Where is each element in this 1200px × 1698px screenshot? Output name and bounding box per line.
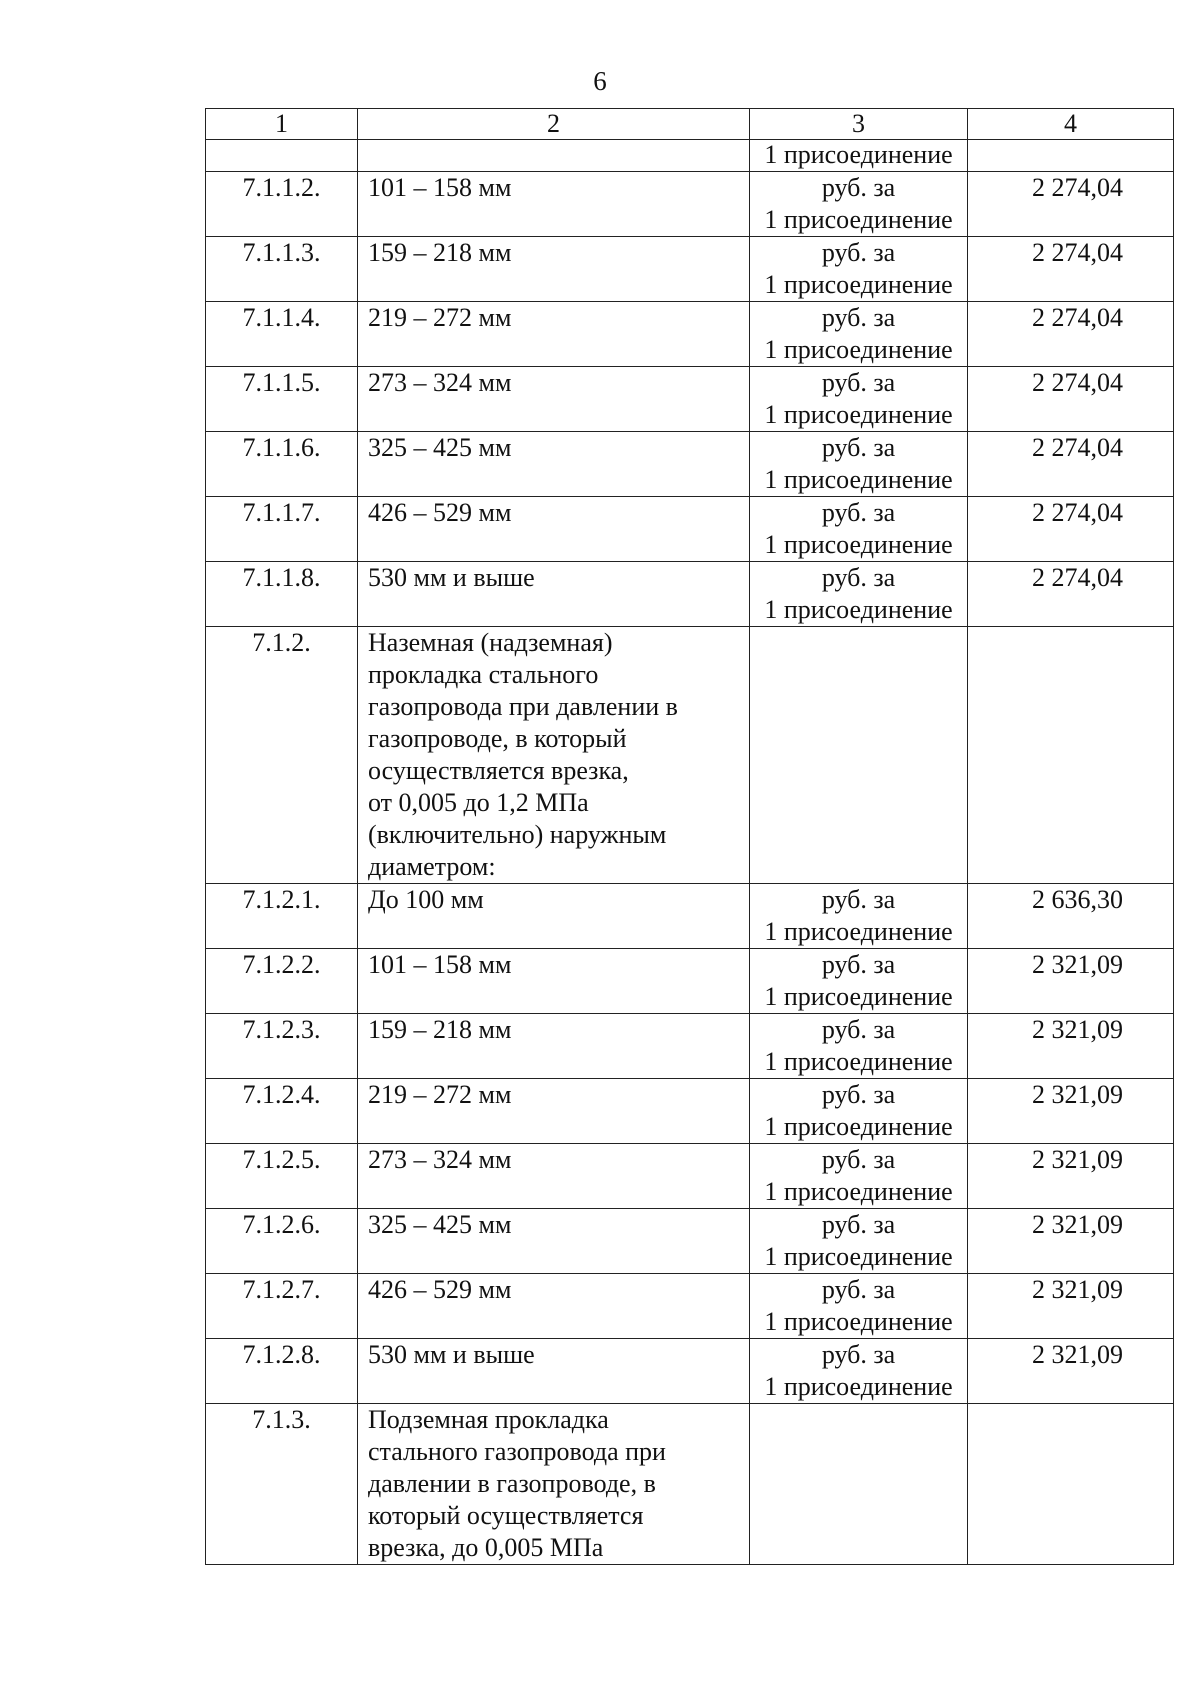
- table-row: [206, 1339, 1174, 1404]
- header-col-1: 1: [206, 109, 358, 140]
- description-line: давлении в газопроводе, в: [368, 1469, 656, 1498]
- unit-line: 1 присоединение: [764, 205, 953, 234]
- carryover-num-cell: [206, 140, 358, 172]
- description-line: 273 – 324 мм: [368, 368, 512, 397]
- unit-line: руб. за: [821, 368, 896, 397]
- description-line: врезка, до 0,005 МПа: [368, 1533, 604, 1562]
- unit-line: 1 присоединение: [764, 400, 953, 429]
- item-unit: [750, 1274, 968, 1339]
- table-row: [206, 627, 1174, 884]
- description-line: 219 – 272 мм: [368, 1080, 512, 1109]
- item-unit: [750, 497, 968, 562]
- item-unit: [750, 302, 968, 367]
- item-price: 2 274,04: [968, 497, 1174, 562]
- item-price: 2 274,04: [968, 172, 1174, 237]
- header-col-2: 2: [358, 109, 750, 140]
- table-row: [206, 497, 1174, 562]
- unit-line: руб. за: [821, 1340, 896, 1369]
- header-col-3: 3: [750, 109, 968, 140]
- item-unit: [750, 1079, 968, 1144]
- description-line: стального газопровода при: [368, 1437, 666, 1466]
- item-price: 2 321,09: [968, 1274, 1174, 1339]
- unit-line: руб. за: [821, 1275, 896, 1304]
- description-line: от 0,005 до 1,2 МПа: [368, 788, 589, 817]
- description-line: 101 – 158 мм: [368, 950, 512, 979]
- unit-line: 1 присоединение: [764, 1047, 953, 1076]
- item-price: [968, 1404, 1174, 1565]
- item-price: [968, 627, 1174, 884]
- carryover-price-cell: [968, 140, 1174, 172]
- page-number: 6: [593, 66, 607, 96]
- unit-line: 1 присоединение: [764, 1242, 953, 1271]
- unit-line: 1 присоединение: [764, 982, 953, 1011]
- item-price: 2 274,04: [968, 237, 1174, 302]
- item-price: 2 321,09: [968, 1339, 1174, 1404]
- description-line: Подземная прокладка: [368, 1405, 609, 1434]
- item-unit: [750, 949, 968, 1014]
- carryover-row: [206, 140, 1174, 172]
- description-line: газопровода при давлении в: [368, 692, 678, 721]
- item-description: [358, 1274, 750, 1339]
- unit-line: 1 присоединение: [764, 530, 953, 559]
- item-price: 2 274,04: [968, 367, 1174, 432]
- table-row: [206, 884, 1174, 949]
- item-number: 7.1.1.5.: [206, 367, 358, 432]
- unit-line: 1 присоединение: [764, 335, 953, 364]
- item-number: 7.1.1.7.: [206, 497, 358, 562]
- item-description: [358, 1339, 750, 1404]
- item-unit: [750, 1209, 968, 1274]
- table-row: [206, 562, 1174, 627]
- item-price: 2 274,04: [968, 562, 1174, 627]
- unit-line: руб. за: [821, 1080, 896, 1109]
- header-col-4: 4: [968, 109, 1174, 140]
- item-number: 7.1.2.5.: [206, 1144, 358, 1209]
- tariff-table: [205, 108, 1174, 1565]
- unit-line: руб. за: [821, 173, 896, 202]
- table-row: [206, 302, 1174, 367]
- item-price: 2 636,30: [968, 884, 1174, 949]
- item-price: 2 274,04: [968, 432, 1174, 497]
- table-row: [206, 949, 1174, 1014]
- table-row: [206, 1274, 1174, 1339]
- carryover-unit-cell: 1 присоединение: [750, 140, 968, 172]
- unit-line: 1 присоединение: [764, 1372, 953, 1401]
- item-description: [358, 627, 750, 884]
- unit-line: 1 присоединение: [764, 1112, 953, 1141]
- item-description: [358, 497, 750, 562]
- item-price: 2 321,09: [968, 1144, 1174, 1209]
- table-row: [206, 1404, 1174, 1565]
- description-line: 219 – 272 мм: [368, 303, 512, 332]
- item-number: 7.1.1.3.: [206, 237, 358, 302]
- description-line: 325 – 425 мм: [368, 433, 512, 462]
- description-line: газопроводе, в который: [368, 724, 627, 753]
- item-description: [358, 432, 750, 497]
- description-line: Наземная (надземная): [368, 628, 613, 657]
- item-unit: [750, 237, 968, 302]
- unit-line: 1 присоединение: [764, 1307, 953, 1336]
- unit-line: 1 присоединение: [764, 917, 953, 946]
- item-unit: [750, 627, 968, 884]
- item-number: 7.1.2.6.: [206, 1209, 358, 1274]
- item-number: 7.1.3.: [206, 1404, 358, 1565]
- item-number: 7.1.2.2.: [206, 949, 358, 1014]
- item-description: [358, 1079, 750, 1144]
- item-unit: [750, 562, 968, 627]
- unit-line: руб. за: [821, 563, 896, 592]
- item-price: 2 274,04: [968, 302, 1174, 367]
- description-line: До 100 мм: [368, 885, 484, 914]
- carryover-desc-cell: [358, 140, 750, 172]
- description-line: 530 мм и выше: [368, 563, 535, 592]
- item-unit: [750, 172, 968, 237]
- item-description: [358, 302, 750, 367]
- description-line: 530 мм и выше: [368, 1340, 535, 1369]
- description-line: прокладка стального: [368, 660, 599, 689]
- unit-line: 1 присоединение: [764, 1177, 953, 1206]
- description-line: 101 – 158 мм: [368, 173, 512, 202]
- item-number: 7.1.2.7.: [206, 1274, 358, 1339]
- unit-line: руб. за: [821, 1210, 896, 1239]
- item-number: 7.1.2.4.: [206, 1079, 358, 1144]
- item-description: [358, 172, 750, 237]
- unit-line: руб. за: [821, 885, 896, 914]
- item-description: [358, 1144, 750, 1209]
- item-number: 7.1.2.8.: [206, 1339, 358, 1404]
- item-number: 7.1.1.2.: [206, 172, 358, 237]
- unit-line: руб. за: [821, 498, 896, 527]
- item-number: 7.1.2.: [206, 627, 358, 884]
- item-description: [358, 367, 750, 432]
- unit-line: 1 присоединение: [764, 465, 953, 494]
- item-description: [358, 562, 750, 627]
- unit-line: руб. за: [821, 238, 896, 267]
- item-unit: [750, 432, 968, 497]
- description-line: 273 – 324 мм: [368, 1145, 512, 1174]
- unit-line: руб. за: [821, 303, 896, 332]
- item-number: 7.1.1.4.: [206, 302, 358, 367]
- item-unit: [750, 884, 968, 949]
- item-price: 2 321,09: [968, 1014, 1174, 1079]
- unit-line: руб. за: [821, 1015, 896, 1044]
- item-number: 7.1.2.1.: [206, 884, 358, 949]
- table-row: [206, 172, 1174, 237]
- description-line: 159 – 218 мм: [368, 1015, 512, 1044]
- item-price: 2 321,09: [968, 949, 1174, 1014]
- item-price: 2 321,09: [968, 1079, 1174, 1144]
- item-description: [358, 1014, 750, 1079]
- item-unit: [750, 1339, 968, 1404]
- description-line: 426 – 529 мм: [368, 1275, 512, 1304]
- item-unit: [750, 367, 968, 432]
- table-header-row: [206, 109, 1174, 140]
- unit-line: руб. за: [821, 950, 896, 979]
- item-number: 7.1.2.3.: [206, 1014, 358, 1079]
- table-row: [206, 1014, 1174, 1079]
- unit-line: руб. за: [821, 1145, 896, 1174]
- table-row: [206, 1144, 1174, 1209]
- table-row: [206, 432, 1174, 497]
- table-row: [206, 237, 1174, 302]
- description-line: 426 – 529 мм: [368, 498, 512, 527]
- description-line: осуществляется врезка,: [368, 756, 629, 785]
- description-line: 325 – 425 мм: [368, 1210, 512, 1239]
- description-line: который осуществляется: [368, 1501, 644, 1530]
- item-description: [358, 884, 750, 949]
- table-row: [206, 1209, 1174, 1274]
- item-description: [358, 1209, 750, 1274]
- description-line: 159 – 218 мм: [368, 238, 512, 267]
- description-line: диаметром:: [368, 852, 496, 881]
- item-number: 7.1.1.8.: [206, 562, 358, 627]
- description-line: (включительно) наружным: [368, 820, 667, 849]
- table-row: [206, 367, 1174, 432]
- item-description: [358, 1404, 750, 1565]
- item-description: [358, 949, 750, 1014]
- unit-line: руб. за: [821, 433, 896, 462]
- item-description: [358, 237, 750, 302]
- unit-line: 1 присоединение: [764, 595, 953, 624]
- item-unit: [750, 1144, 968, 1209]
- unit-line: 1 присоединение: [764, 270, 953, 299]
- item-number: 7.1.1.6.: [206, 432, 358, 497]
- item-unit: [750, 1404, 968, 1565]
- item-unit: [750, 1014, 968, 1079]
- table-row: [206, 1079, 1174, 1144]
- item-price: 2 321,09: [968, 1209, 1174, 1274]
